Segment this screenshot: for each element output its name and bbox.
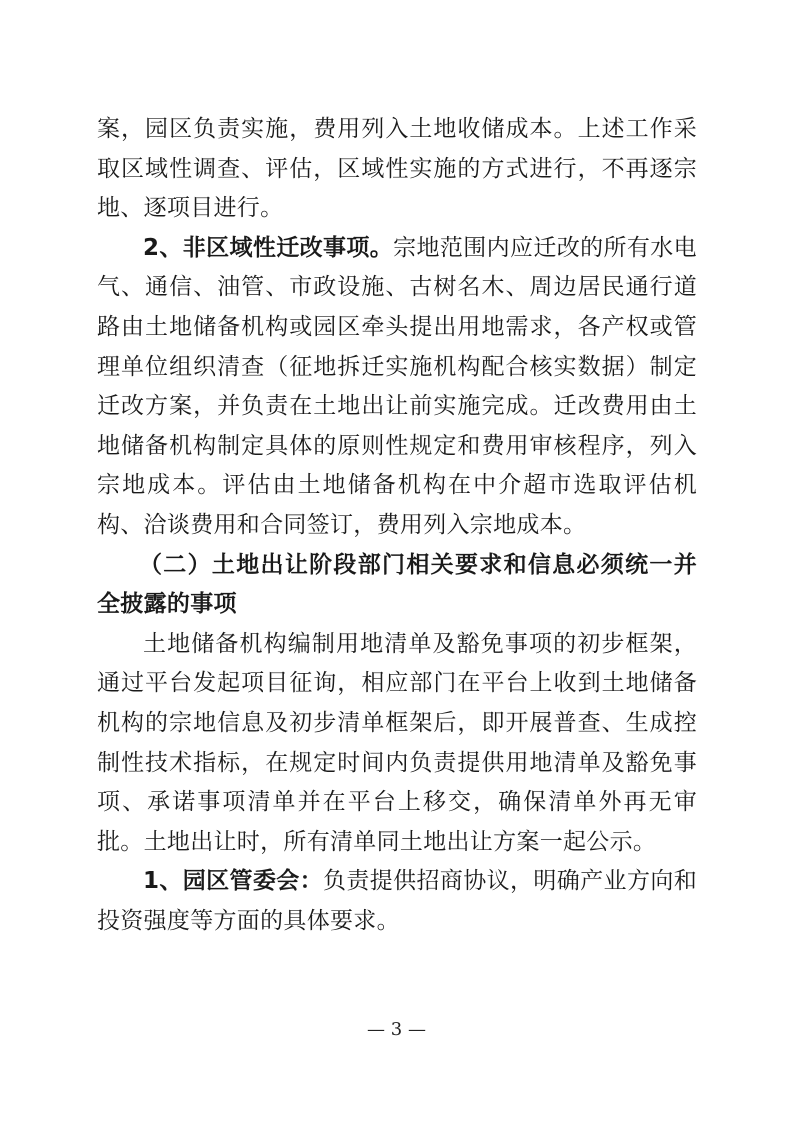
paragraph-continuation: 案，园区负责实施，费用列入土地收储成本。上述工作采取区域性调查、评估，区域性实施的方式进行，不再逐宗地、逐项目进行。 bbox=[97, 116, 697, 222]
page-number: — 3 — bbox=[367, 1019, 426, 1040]
paragraph-non-regional-relocation bbox=[97, 229, 697, 546]
section-heading: （二）土地出让阶段部门相关要求和信息必须统一并全披露的事项 bbox=[97, 551, 697, 618]
paragraph-heading: 1、园区管委会： bbox=[143, 868, 324, 895]
paragraph-land-reserve: 土地储备机构编制用地清单及豁免事项的初步框架，通过平台发起项目征询，相应部门在平台上收到土地储备机构的宗地信息及初步清单框架后，即开展普查、生成控制性技术指标，在规定时间内负责提供用地清单及豁免事项、承诺事项清单并在平台上移交，确保清单外再无审批。土地出让时，所有清单同土地出让方案一起公示。 bbox=[97, 630, 697, 855]
paragraph-body: 负责提供招商协议，明确产业方向和投资强度等方面的具体要求。 bbox=[97, 868, 697, 934]
paragraph-body: 宗地范围内应迁改的所有水电气、通信、油管、市政设施、古树名木、周边居民通行道路由土地储备机构或园区牵头提出用地需求，各产权或管理单位组织清查（征地拆迁实施机构配合核实数据）制定迁改方案，并负责在土地出让前实施完成。迁改费用由土地储备机构制定具体的原则性规定和费用审核程序，列入宗地成本。评估由土地储备机构在中介超市选取评估机构、洽谈费用和合同签订，费用列入宗地成本。 bbox=[97, 234, 697, 538]
paragraph-park-committee bbox=[97, 862, 697, 941]
paragraph-heading: 2、非区域性迁改事项。 bbox=[143, 234, 394, 261]
document-body bbox=[97, 110, 697, 941]
